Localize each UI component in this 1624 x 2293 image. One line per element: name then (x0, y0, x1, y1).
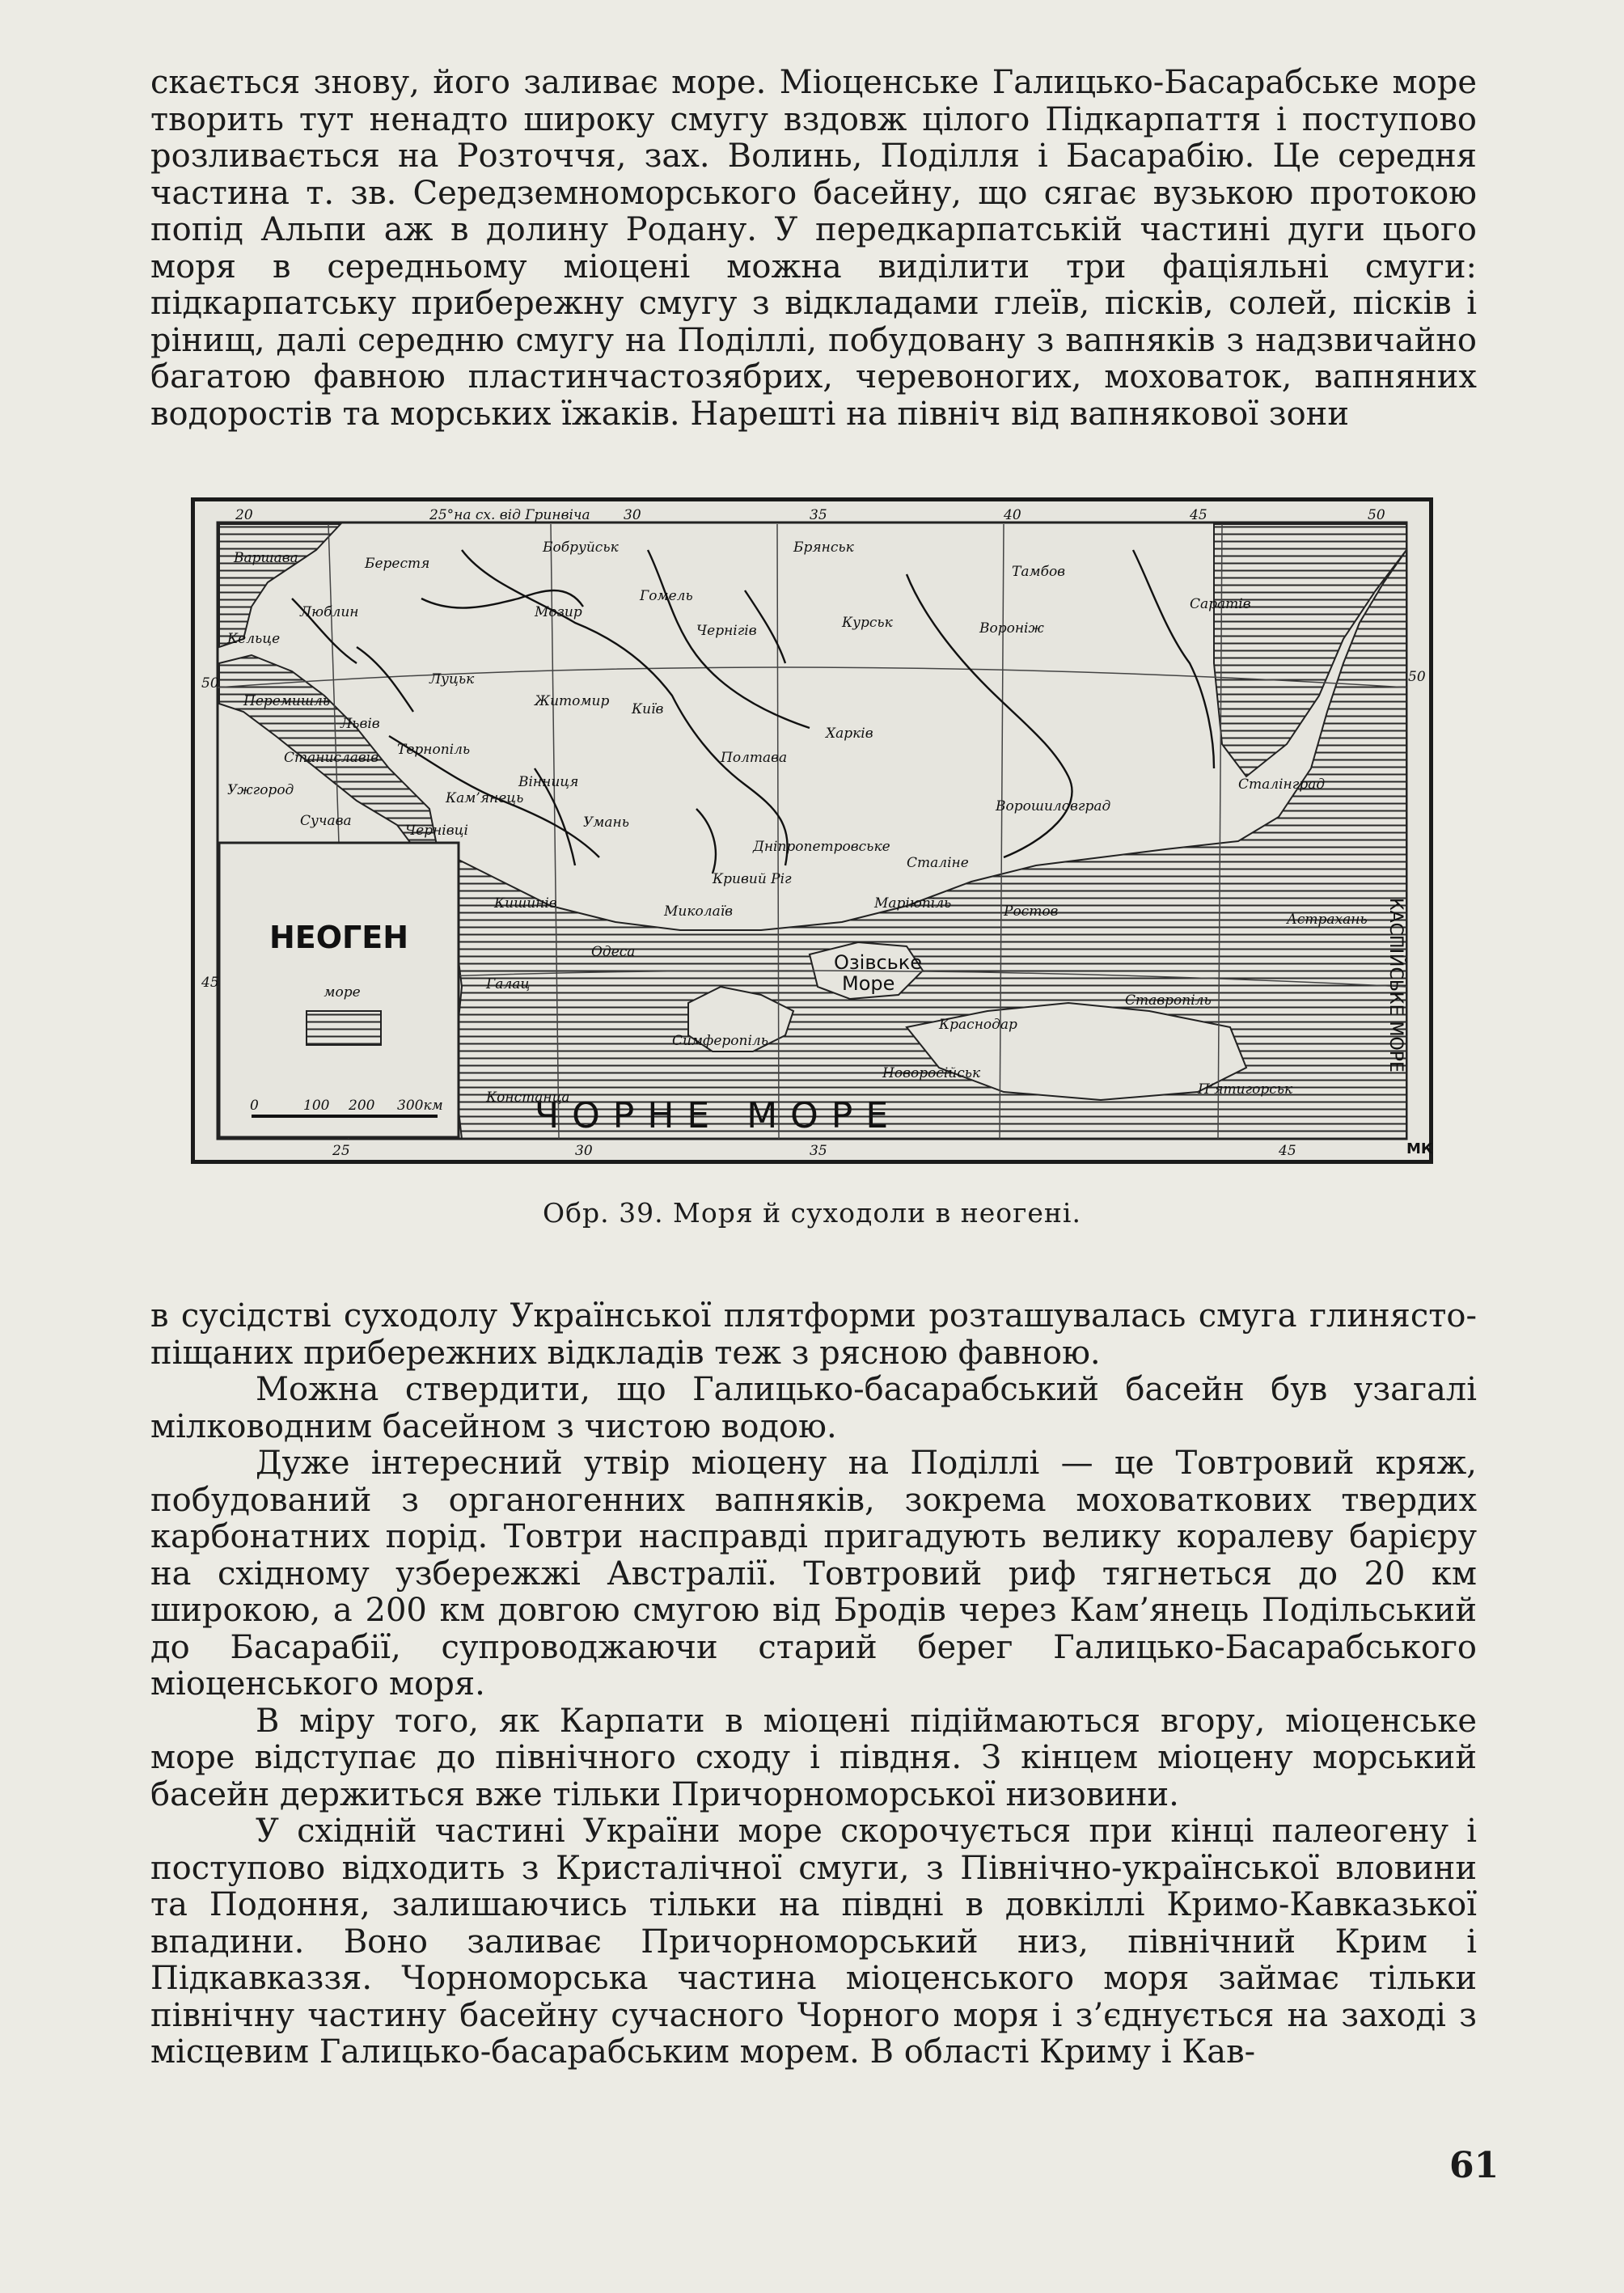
paragraph: в сусідстві суходолу Української плятформи розташувалась смуга глинясто-піщаних прибережних відкладів теж з рясною фавною. (150, 1297, 1477, 1372)
city-label: Харків (826, 726, 873, 742)
city-label: Новоросійськ (882, 1065, 981, 1081)
scale-label-200: 200 (349, 1098, 375, 1114)
city-label: Чернівці (405, 823, 468, 839)
legend-sea-swatch (307, 1011, 381, 1045)
legend-item-label: море (324, 984, 361, 1001)
city-label: Симферопіль (672, 1033, 768, 1049)
city-label: Бобруйськ (543, 539, 619, 556)
city-label: Констанца (486, 1089, 570, 1106)
bottom-tick-0: 25 (332, 1143, 350, 1159)
neogene-map-figure (191, 497, 1433, 1164)
figure-caption: Обр. 39. Моря й суходоли в неогені. (543, 1197, 1081, 1229)
left-tick-0: 50 (201, 675, 219, 692)
city-label: Одеса (591, 944, 636, 960)
city-label: Маріюпіль (874, 895, 952, 912)
city-label: Тернопіль (397, 742, 471, 758)
paragraph: У східній частині України море скорочується при кінці палеогену і поступово відходить з Кристалічної смуги, з Північно-української вловини та Подоння, залишаючись тільки на півдні в довкіллі Кримо-Кавказької впадини. Воно заливає Причорноморський низ, північний Крим і Підкавказзя. Чорноморська частина міоценського моря займає тільки північну частину басейну сучасного Чорного моря і з’єднується на заході з місцевим Галицько-басарабським морем. В області Криму і Кав- (150, 1813, 1477, 2071)
city-label: Люблин (300, 604, 359, 620)
city-label: Кишинів (494, 895, 557, 912)
city-label: Дніпропетровське (753, 839, 890, 855)
text-after-figure (150, 1298, 1477, 2071)
city-label: Кривий Ріг (713, 871, 792, 887)
corner-mark: МК (1406, 1140, 1433, 1157)
city-label: Луцьк (429, 671, 475, 687)
caspian-sea-label: КАСПІЙСЬКЕ МОРЕ (1385, 898, 1406, 1072)
city-label: Київ (632, 701, 664, 717)
paragraph-before-figure: скається знову, його заливає море. Міоценське Галицько-Басарабське море творить тут ненадто широку смугу вздовж цілого Підкарпаття і поступово розливається на Розточчя, зах. Волинь, Поділля і Басарабію. Це середня частина т. зв. Середземноморського басейну, що сягає вузькою протокою попід Альпи аж в долину Родану. У передкарпатській частині дуги цього моря в середньому міоцені можна виділити три фаціяльні смуги: підкарпатську прибережну смугу з відкладами глеїв, пісків, солей, пісків і рінищ, далі середню смугу на Поділлі, побудовану з вапняків з надзвичайно багатою фавною пластинчастозябрих, черевоногих, моховаток, вапняних водоростів та морських їжаків. Нарешті на північ від вапнякової зони (150, 64, 1477, 433)
city-label: Краснодар (939, 1017, 1017, 1033)
top-tick-4: 40 (1004, 507, 1021, 523)
city-label: Ужгород (227, 782, 294, 798)
city-label: Варшава (234, 550, 298, 566)
city-label: Ставропіль (1125, 992, 1212, 1009)
city-label: Тамбов (1012, 564, 1066, 580)
city-label: Полтава (721, 750, 788, 766)
azov-sea-label-2: Море (842, 972, 895, 995)
city-label: Станиславів (284, 750, 379, 766)
bottom-tick-1: 30 (575, 1143, 593, 1159)
city-label: Львів (340, 716, 380, 732)
top-tick-5: 45 (1190, 507, 1207, 523)
city-label: Чернігів (696, 623, 757, 639)
bottom-tick-2: 35 (810, 1143, 827, 1159)
right-tick-0: 50 (1408, 669, 1426, 685)
map-svg (195, 501, 1433, 1160)
city-label: Кельце (227, 631, 281, 647)
city-label: Брянськ (793, 539, 854, 556)
city-label: Сучава (300, 813, 352, 829)
city-label: Галац (486, 976, 531, 992)
sea-area-west (219, 524, 340, 647)
city-label: Берестя (365, 556, 430, 572)
city-label: Саратів (1190, 596, 1251, 612)
city-label: Мозир (535, 604, 582, 620)
city-label: Житомир (535, 693, 610, 709)
city-label: Гомель (640, 588, 693, 604)
top-tick-0: 20 (235, 507, 253, 523)
top-tick-1: 25°на сх. від Гринвіча (429, 507, 590, 523)
city-label: П’ятигорськ (1198, 1081, 1293, 1098)
bottom-tick-3: 45 (1279, 1143, 1296, 1159)
city-label: Миколаїв (664, 903, 734, 920)
black-sea-label: ЧОРНЕ МОРЕ (535, 1095, 902, 1136)
city-label: Перемишль (243, 693, 331, 709)
top-tick-6: 50 (1368, 507, 1385, 523)
scale-label-100: 100 (303, 1098, 330, 1114)
left-tick-1: 45 (201, 975, 219, 991)
azov-sea-label-1: Озівське (834, 951, 923, 974)
paragraph: В міру того, як Карпати в міоцені підіймаються вгору, міоценське море відступає до північного сходу і півдня. З кінцем міоцену морський басейн держиться вже тільки Причорноморської низовини. (150, 1702, 1477, 1813)
city-label: Вінниця (518, 774, 579, 790)
city-label: Ворошиловград (996, 798, 1111, 814)
scale-label-300: 300км (397, 1098, 443, 1114)
city-label: Астрахань (1287, 912, 1368, 928)
top-tick-2: 30 (624, 507, 641, 523)
legend-title: НЕОГЕН (269, 920, 409, 955)
city-label: Умань (583, 814, 629, 831)
top-tick-3: 35 (810, 507, 827, 523)
city-label: Вороніж (979, 620, 1044, 637)
paragraph: Можна ствердити, що Галицько-басарабський басейн був узагалі мілководним басейном з чистою водою. (150, 1371, 1477, 1445)
city-label: Сталінград (1238, 776, 1326, 793)
page-number: 61 (1449, 2145, 1499, 2186)
city-label: Кам’янець (446, 790, 524, 806)
city-label: Сталіне (907, 855, 969, 871)
scale-label-0: 0 (250, 1098, 259, 1114)
city-label: Ростов (1004, 903, 1059, 920)
map-legend (219, 843, 459, 1137)
city-label: Курськ (842, 615, 893, 631)
paragraph: Дуже інтересний утвір міоцену на Поділлі — це Товтровий кряж, побудований з органогенних вапняків, зокрема моховаткових твердих карбонатних порід. Товтри насправді пригадують велику коралеву барієру на східному узбережжі Австралії. Товтровий риф тягнеться до 20 км широкою, а 200 км довгою смугою від Бродів через Кам’янець Подільський до Басарабії, супроводжаючи старий берег Галицько-Басарабського міоценського моря. (150, 1445, 1477, 1703)
